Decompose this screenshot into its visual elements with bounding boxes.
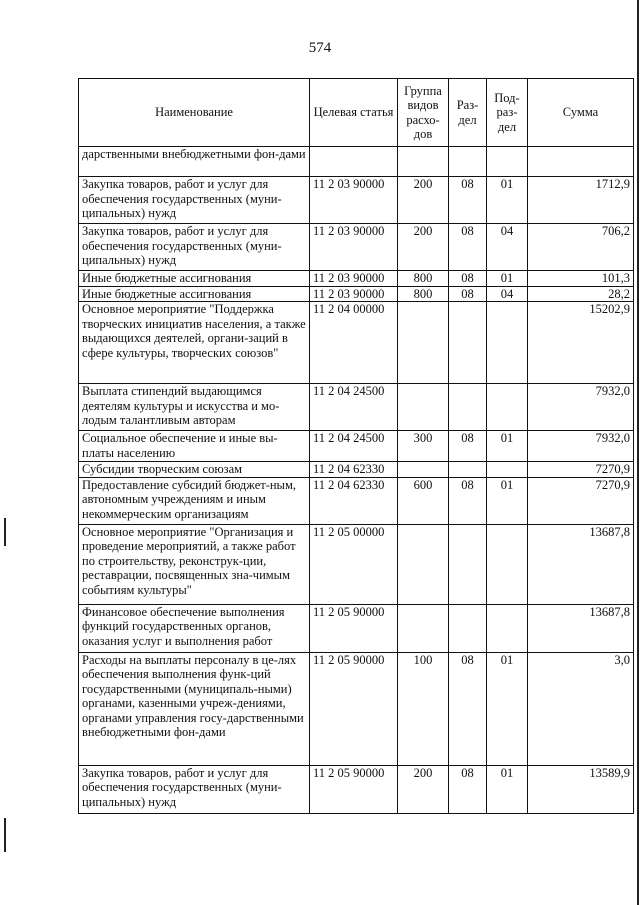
row-name: Расходы на выплаты персоналу в це-лях обеспечения выполнения функ-ций государственными (муниципаль-ными) органами, казенными учреж-дениями, органами управления госу-дарственными внебюджетными фон-дами (79, 652, 310, 765)
row-target: 11 2 05 90000 (310, 765, 398, 813)
row-sum: 13687,8 (528, 604, 634, 652)
row-name: Финансовое обеспечение выполнения функций государственных органов, оказания услуг и выполнения работ (79, 604, 310, 652)
row-subsection: 01 (487, 431, 528, 462)
row-target: 11 2 03 90000 (310, 286, 398, 302)
row-sum: 7932,0 (528, 431, 634, 462)
row-section: 08 (449, 224, 487, 271)
row-sum (528, 147, 634, 177)
table-row (79, 431, 634, 462)
table-row (79, 477, 634, 524)
table-row (79, 384, 634, 431)
row-subsection: 04 (487, 286, 528, 302)
row-section: 08 (449, 652, 487, 765)
row-subsection: 01 (487, 271, 528, 287)
row-name: дарственными внебюджетными фон-дами (79, 147, 310, 177)
row-sum: 7932,0 (528, 384, 634, 431)
row-group (398, 462, 449, 478)
row-subsection (487, 302, 528, 384)
header-subsection: Под-раз-дел (487, 79, 528, 147)
table-row (79, 147, 634, 177)
table-row (79, 604, 634, 652)
row-name: Социальное обеспечение и иные вы-платы населению (79, 431, 310, 462)
row-section: 08 (449, 431, 487, 462)
row-group: 300 (398, 431, 449, 462)
row-subsection: 01 (487, 477, 528, 524)
row-subsection: 04 (487, 224, 528, 271)
row-group: 800 (398, 286, 449, 302)
row-sum: 28,2 (528, 286, 634, 302)
row-sum: 706,2 (528, 224, 634, 271)
row-name: Предоставление субсидий бюджет-ным, автономным учреждениям и иным некоммерческим организациям (79, 477, 310, 524)
row-group: 800 (398, 271, 449, 287)
row-target: 11 2 04 62330 (310, 477, 398, 524)
row-target: 11 2 05 90000 (310, 652, 398, 765)
table-row (79, 524, 634, 604)
row-name: Иные бюджетные ассигнования (79, 271, 310, 287)
row-group (398, 604, 449, 652)
row-section (449, 462, 487, 478)
table-row (79, 462, 634, 478)
row-subsection (487, 384, 528, 431)
row-sum: 101,3 (528, 271, 634, 287)
row-name: Закупка товаров, работ и услуг для обеспечения государственных (муни-ципальных) нужд (79, 765, 310, 813)
table-row (79, 271, 634, 287)
row-sum: 3,0 (528, 652, 634, 765)
header-section: Раз-дел (449, 79, 487, 147)
page-edge-line (637, 0, 639, 905)
table-row (79, 286, 634, 302)
row-target: 11 2 04 62330 (310, 462, 398, 478)
row-subsection (487, 462, 528, 478)
row-sum: 15202,9 (528, 302, 634, 384)
row-group: 200 (398, 177, 449, 224)
row-group (398, 147, 449, 177)
row-subsection: 01 (487, 177, 528, 224)
header-name: Наименование (79, 79, 310, 147)
row-target: 11 2 04 24500 (310, 384, 398, 431)
row-group: 200 (398, 224, 449, 271)
row-target: 11 2 03 90000 (310, 177, 398, 224)
row-sum: 7270,9 (528, 477, 634, 524)
row-target (310, 147, 398, 177)
row-subsection (487, 147, 528, 177)
row-section (449, 524, 487, 604)
row-name: Основное мероприятие "Поддержка творческих инициатив населения, а также выдающихся деятелей, органи-заций в сфере культуры, творческих союзов" (79, 302, 310, 384)
scan-mark (4, 518, 6, 546)
row-section: 08 (449, 765, 487, 813)
table-row (79, 224, 634, 271)
row-section: 08 (449, 477, 487, 524)
header-group: Группа видов расхо-дов (398, 79, 449, 147)
row-subsection (487, 524, 528, 604)
row-sum: 7270,9 (528, 462, 634, 478)
row-target: 11 2 05 90000 (310, 604, 398, 652)
row-section (449, 302, 487, 384)
row-group: 200 (398, 765, 449, 813)
row-name: Основное мероприятие "Организация и проведение мероприятий, а также работ по строительству, реконструк-ции, реставрации, посвященных зна-чимым событиям культуры" (79, 524, 310, 604)
table-row (79, 652, 634, 765)
row-section: 08 (449, 271, 487, 287)
row-group (398, 524, 449, 604)
row-name: Субсидии творческим союзам (79, 462, 310, 478)
row-section (449, 384, 487, 431)
row-target: 11 2 04 24500 (310, 431, 398, 462)
row-group (398, 384, 449, 431)
scan-mark (4, 818, 6, 852)
row-group: 600 (398, 477, 449, 524)
page-number: 574 (308, 40, 332, 56)
row-subsection (487, 604, 528, 652)
row-section (449, 604, 487, 652)
row-name: Иные бюджетные ассигнования (79, 286, 310, 302)
row-section (449, 147, 487, 177)
row-target: 11 2 03 90000 (310, 224, 398, 271)
row-target: 11 2 04 00000 (310, 302, 398, 384)
table-row (79, 302, 634, 384)
row-name: Закупка товаров, работ и услуг для обеспечения государственных (муни-ципальных) нужд (79, 177, 310, 224)
row-group (398, 302, 449, 384)
row-group: 100 (398, 652, 449, 765)
row-target: 11 2 03 90000 (310, 271, 398, 287)
row-sum: 13589,9 (528, 765, 634, 813)
header-sum: Сумма (528, 79, 634, 147)
row-sum: 1712,9 (528, 177, 634, 224)
budget-table (78, 78, 634, 814)
table-row (79, 765, 634, 813)
row-section: 08 (449, 286, 487, 302)
row-sum: 13687,8 (528, 524, 634, 604)
row-name: Выплата стипендий выдающимся деятелям культуры и искусства и мо-лодым талантливым авторам (79, 384, 310, 431)
row-subsection: 01 (487, 765, 528, 813)
header-target: Целевая статья (310, 79, 398, 147)
row-section: 08 (449, 177, 487, 224)
row-subsection: 01 (487, 652, 528, 765)
row-target: 11 2 05 00000 (310, 524, 398, 604)
table-row (79, 177, 634, 224)
row-name: Закупка товаров, работ и услуг для обеспечения государственных (муни-ципальных) нужд (79, 224, 310, 271)
